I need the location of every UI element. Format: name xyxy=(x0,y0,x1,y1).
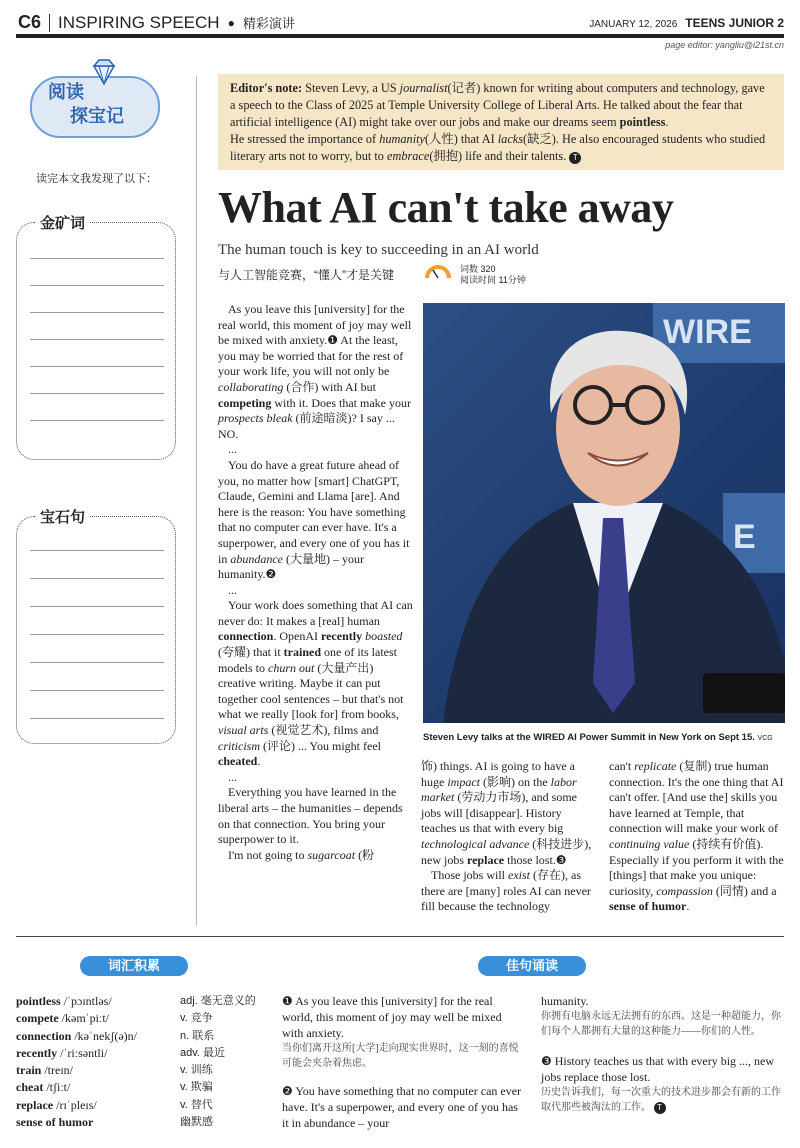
article-meta xyxy=(460,264,526,286)
sentence-en: ❸ History teaches us that with every big ..., new jobs replace those lost. xyxy=(541,1054,775,1084)
badge-line1: 阅读 xyxy=(48,82,84,102)
photo-illustration xyxy=(423,303,785,723)
article-subtitle-cn: 与人工智能竞赛，“懂人”才是关键 xyxy=(218,268,394,282)
write-line xyxy=(30,634,164,635)
note-text: that AI xyxy=(460,132,495,146)
note-term: lacks xyxy=(497,132,524,146)
article-title: What AI can't take away xyxy=(218,183,674,232)
gold-words-title: 金矿词 xyxy=(36,212,89,233)
article-column-2: 饰) things. AI is going to have a huge impact (影响) on the labor market (劳动力市场), and some jobs will [disappear]. History teaches us that with every big technological advance (科技进步), new jobs replace those lost.❸ Those jobs will exist (存在), as there are [many] roles AI can never fill because the technology xyxy=(421,759,592,914)
note-text: Steven Levy, a US xyxy=(305,81,397,95)
header-rule xyxy=(16,34,784,38)
vocab-word: compete xyxy=(16,1011,59,1026)
sentence-col-2 xyxy=(541,993,785,1115)
note-text: . He also encouraged students who studied literary arts not to worry, but to xyxy=(230,132,766,163)
speaker-photo xyxy=(423,303,785,723)
note-text: life and their talents. xyxy=(465,149,567,163)
write-line xyxy=(30,662,164,663)
sentence-cn: 你拥有电脑永远无法拥有的东西。这是一种超能力，你们每个人都拥有大量的这种能力——你们的人性。 xyxy=(541,1011,781,1037)
vocab-word: sense of humor xyxy=(16,1115,94,1130)
badge-line2: 探宝记 xyxy=(70,106,124,126)
vocab-ipa: /ˈpɔɪntləs/ xyxy=(63,994,112,1008)
vocab-ipa: /tʃiːt/ xyxy=(46,1080,71,1095)
note-term: pointless xyxy=(619,115,666,129)
gem-sentences-title: 宝石句 xyxy=(36,506,89,527)
section-name: INSPIRING SPEECH xyxy=(58,12,220,32)
write-line xyxy=(30,578,164,579)
vocab-row xyxy=(16,1028,266,1045)
vocab-row xyxy=(16,1114,266,1131)
vocab-row xyxy=(16,993,266,1010)
write-line xyxy=(30,550,164,551)
vocab-meaning: adj. 毫无意义的 xyxy=(180,995,256,1007)
caption-source: VCG xyxy=(757,735,773,742)
write-line xyxy=(30,258,164,259)
vocab-meaning: v. 替代 xyxy=(180,1098,213,1111)
section-name-cn: 精彩演讲 xyxy=(242,16,295,31)
article-column-1: As you leave this [university] for the real world, this moment of joy may well be mixed with anxiety.❶ At the least, you may be worried that for the rest of your work life, you will not only be collaborating (合作) with AI but competing with it. Does that make your prospects bleak (前途暗淡)? I say ... NO. ... You do have a great future ahead of you, no matter how [smart] ChatGPT, Claude, Gemini and Llama [are]. And here is the reason: You have something that no computer can ever have. It's a superpower, and every one of you has it in abundance (大量地) – your humanity.❷ ... Your work does something that AI can never do: It makes a [real] human connection. OpenAI recently boasted (夸耀) that it trained one of its latest models to churn out (大量产出) creative writing. Maybe it can put together cool sentences – but that's not what we really [look for] from books, visual arts (视觉艺术), films and criticism (评论) ... You might feel cheated. ... Everything you have learned in the liberal arts – the humanities – depends on that connection. You bring your superpower to it. I'm not going to sugarcoat (粉 xyxy=(218,302,413,862)
svg-text:WIRE: WIRE xyxy=(663,313,752,351)
vocab-word: pointless xyxy=(16,994,61,1008)
note-term: journalist xyxy=(399,81,448,95)
note-text: He stressed the importance of xyxy=(230,132,377,146)
note-gloss: (记者) xyxy=(447,81,481,95)
write-line xyxy=(30,339,164,340)
header-divider xyxy=(49,14,50,32)
note-gloss: (人性) xyxy=(425,132,458,146)
vocab-meaning: n. 联系 xyxy=(180,1029,215,1042)
vocab-word: recently xyxy=(16,1045,58,1060)
write-line xyxy=(30,420,164,421)
article-subtitle: The human touch is key to succeeding in an AI world xyxy=(218,242,539,258)
sentence-en: ❶ As you leave this [university] for the real world, this moment of joy may well be mixed with anxiety. xyxy=(282,994,502,1040)
vocab-ipa: /kəmˈpiːt/ xyxy=(61,1011,109,1026)
write-line xyxy=(30,366,164,367)
footer-rule xyxy=(16,936,784,937)
vocab-ipa: /kəˈnekʃ(ə)n/ xyxy=(74,1028,137,1043)
sentence-cn: 历史告诉我们，每一次重大的技术进步都会有新的工作取代那些被淘汰的工作。 xyxy=(541,1087,781,1113)
vocab-ipa: /rɪˈpleɪs/ xyxy=(56,1097,97,1112)
column-divider xyxy=(196,76,197,926)
note-text: known for writing about computers and technology, gave a speech to the Class of 2025 at Temple University College of Liberal Arts. He talked about the fear that artificial intelligence (AI) might take over our jobs and make our dreams seem xyxy=(230,81,765,129)
page-number: C6 xyxy=(18,12,42,32)
vocab-row xyxy=(16,1079,266,1096)
vocab-row xyxy=(16,1010,266,1027)
note-term: humanity xyxy=(379,132,425,146)
vocab-row xyxy=(16,1045,266,1062)
read-time: 阅读时间 11分钟 xyxy=(460,275,526,285)
vocab-word: cheat xyxy=(16,1080,44,1095)
found-prompt: 读完本文我发现了以下： xyxy=(36,173,157,185)
vocab-row xyxy=(16,1097,266,1114)
vocab-word: train xyxy=(16,1063,42,1078)
page-editor: page editor: yangliu@i21st.cn xyxy=(665,40,784,50)
paper-name: TEENS JUNIOR 2 xyxy=(685,16,784,30)
write-line xyxy=(30,690,164,691)
sentence-en: humanity. xyxy=(541,994,589,1008)
vocab-meaning: v. 训练 xyxy=(180,1064,213,1077)
vocab-row xyxy=(16,1062,266,1079)
vocab-meaning: v. 欺骗 xyxy=(180,1081,213,1094)
issue-date: JANUARY 12, 2026 xyxy=(589,19,678,30)
vocab-meaning: adv. 最近 xyxy=(180,1046,226,1059)
sentence-col-1 xyxy=(282,993,522,1131)
vocab-list xyxy=(16,993,266,1131)
vocab-word: replace xyxy=(16,1097,54,1112)
gauge-icon xyxy=(424,264,452,280)
end-mark-icon: T xyxy=(569,152,581,164)
sentence-cn: 当你们离开这所[大学]走向现实世界时，这一刻的喜悦可能会夹杂着焦虑。 xyxy=(282,1043,519,1069)
note-term: embrace xyxy=(386,149,430,163)
photo-caption xyxy=(423,732,773,743)
write-line xyxy=(30,312,164,313)
svg-text:E: E xyxy=(733,518,756,556)
vocab-meaning: v. 竞争 xyxy=(180,1012,213,1025)
note-label: Editor's note: xyxy=(230,81,303,95)
vocab-word: connection xyxy=(16,1028,72,1043)
vocab-heading: 词汇积累 xyxy=(80,956,188,976)
vocab-meaning: 幽默感 xyxy=(180,1116,213,1129)
editor-note: Editor's note: Steven Levy, a US journalist(记者) known for writing about computers and technology, gave a speech to the Class of 2025 at Temple University College of Liberal Arts. He talked about the fear that artificial intelligence (AI) might take over our jobs and make our dreams seem pointless. He stressed the importance of humanity(人性) that AI lacks(缺乏). He also encouraged students who studied literary arts not to worry, but to embrace(拥抱) life and their talents. T xyxy=(218,74,784,170)
end-mark-icon: T xyxy=(654,1102,666,1114)
write-line xyxy=(30,393,164,394)
vocab-ipa: /ˈriːsəntli/ xyxy=(60,1045,108,1060)
note-gloss: (缺乏) xyxy=(523,132,556,146)
sentence-en: ❷ You have something that no computer can ever have. It's a superpower, and every one of you has it in abundance – your xyxy=(282,1084,522,1130)
page-header xyxy=(18,12,295,33)
sentence-heading: 佳句诵读 xyxy=(478,956,586,976)
issue-info xyxy=(589,16,784,30)
vocab-ipa: /treɪn/ xyxy=(44,1063,74,1078)
word-count: 词数 320 xyxy=(460,264,496,274)
write-line xyxy=(30,285,164,286)
reading-badge-label xyxy=(48,80,124,128)
note-gloss: (拥抱) xyxy=(429,149,463,163)
bullet-icon: ● xyxy=(227,15,235,30)
article-column-3: can't replicate (复制) true human connection. It's the one thing that AI can't offer. [And use the] skills you have learned at Temple, that connection will make your work of continuing value (持续有价值). Especially if you perform it with the [things] that make you unique: curiosity, compassion (同情) and a sense of humor. xyxy=(609,759,784,914)
caption-text: Steven Levy talks at the WIRED AI Power Summit in New York on Sept 15. xyxy=(423,732,755,743)
write-line xyxy=(30,718,164,719)
write-line xyxy=(30,606,164,607)
